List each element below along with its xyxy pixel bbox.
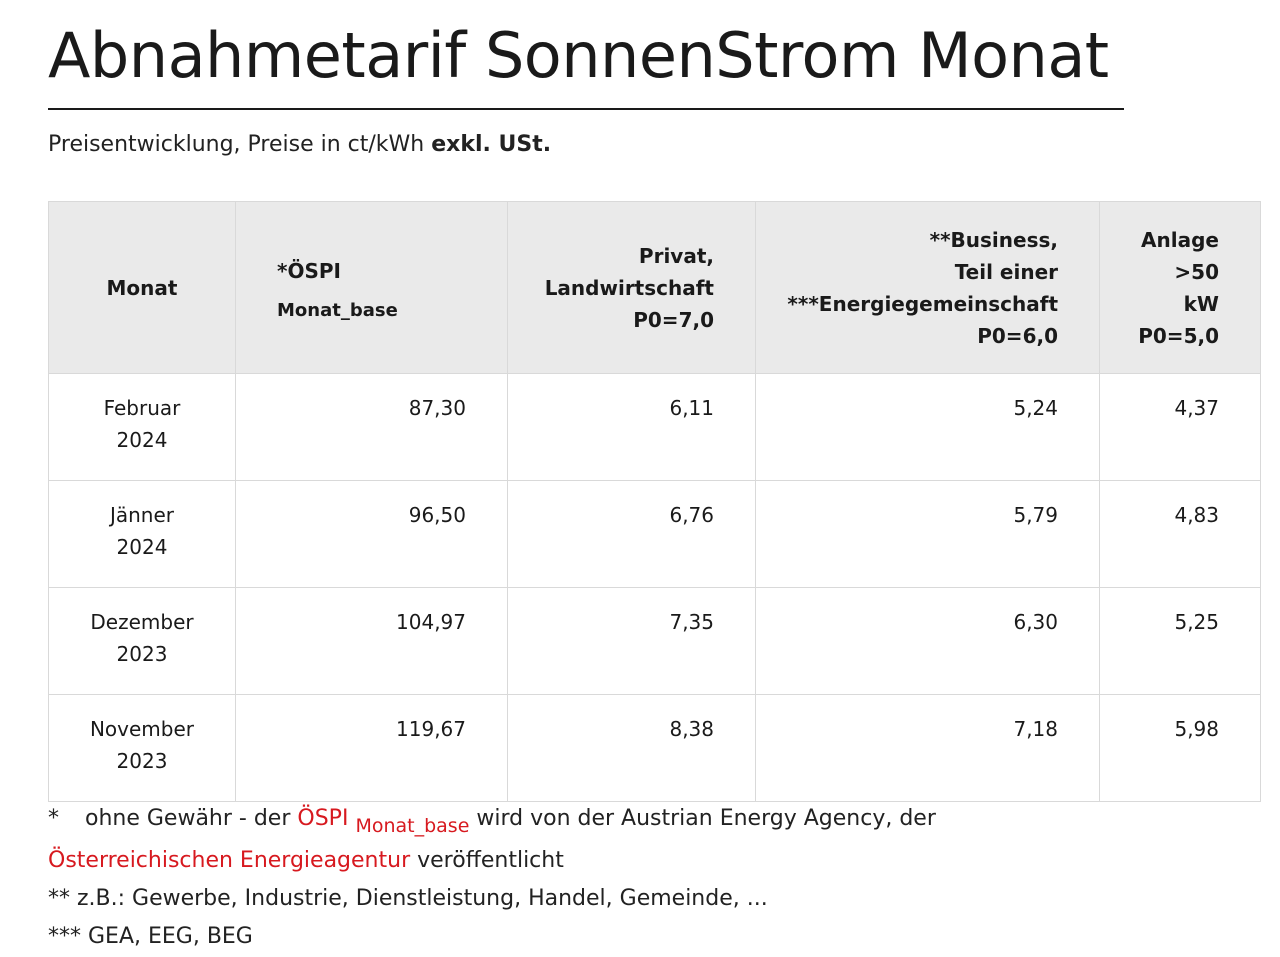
table-row: [49, 374, 1261, 481]
cell-business: 6,30: [756, 588, 1100, 695]
cell-month: Dezember 2023: [49, 588, 236, 695]
cell-ospi: 87,30: [236, 374, 508, 481]
cell-anlage: 5,98: [1100, 695, 1261, 802]
table-row: [49, 481, 1261, 588]
cell-business: 5,79: [756, 481, 1100, 588]
cell-month: November 2023: [49, 695, 236, 802]
cell-ospi: 96,50: [236, 481, 508, 588]
cell-business: 5,24: [756, 374, 1100, 481]
cell-privat: 6,76: [508, 481, 756, 588]
cell-privat: 7,35: [508, 588, 756, 695]
cell-privat: 8,38: [508, 695, 756, 802]
header-privat: Privat, Landwirtschaft P0=7,0: [508, 202, 756, 374]
cell-month: Jänner 2024: [49, 481, 236, 588]
header-business: **Business, Teil einer ***Energiegemeinschaft P0=6,0: [756, 202, 1100, 374]
table-row: [49, 588, 1261, 695]
cell-ospi: 119,67: [236, 695, 508, 802]
cell-anlage: 4,83: [1100, 481, 1261, 588]
footnote-1-line-1: * ohne Gewähr - der ÖSPI Monat_base wird von der Austrian Energy Agency, der: [48, 806, 936, 837]
footnote-2: ** z.B.: Gewerbe, Industrie, Dienstleistung, Handel, Gemeinde, ...: [48, 886, 768, 911]
table-header-row: [49, 202, 1261, 374]
energieagentur-link[interactable]: Österreichischen Energieagentur: [48, 848, 411, 873]
header-ospi-subscript: Monat_base: [277, 299, 398, 321]
subtitle: [48, 130, 551, 160]
subtitle-bold: exkl. USt.: [431, 132, 552, 157]
footnote-1-line-2: Österreichischen Energieagentur veröffentlicht: [48, 848, 564, 873]
subtitle-text: Preisentwicklung, Preise in ct/kWh: [48, 132, 432, 157]
cell-business: 7,18: [756, 695, 1100, 802]
footnote-3: *** GEA, EEG, BEG: [48, 924, 253, 949]
ospi-link[interactable]: ÖSPI Monat_base: [297, 806, 470, 837]
header-month: Monat: [49, 202, 236, 374]
header-ospi: *ÖSPI Monat_base: [236, 202, 508, 374]
cell-privat: 6,11: [508, 374, 756, 481]
cell-anlage: 4,37: [1100, 374, 1261, 481]
cell-ospi: 104,97: [236, 588, 508, 695]
header-anlage: Anlage >50 kW P0=5,0: [1100, 202, 1261, 374]
cell-month: Februar 2024: [49, 374, 236, 481]
page-title: Abnahmetarif SonnenStrom Monat: [48, 19, 1109, 92]
title-divider: [48, 108, 1124, 110]
cell-anlage: 5,25: [1100, 588, 1261, 695]
price-table: [48, 201, 1261, 802]
table-row: [49, 695, 1261, 802]
